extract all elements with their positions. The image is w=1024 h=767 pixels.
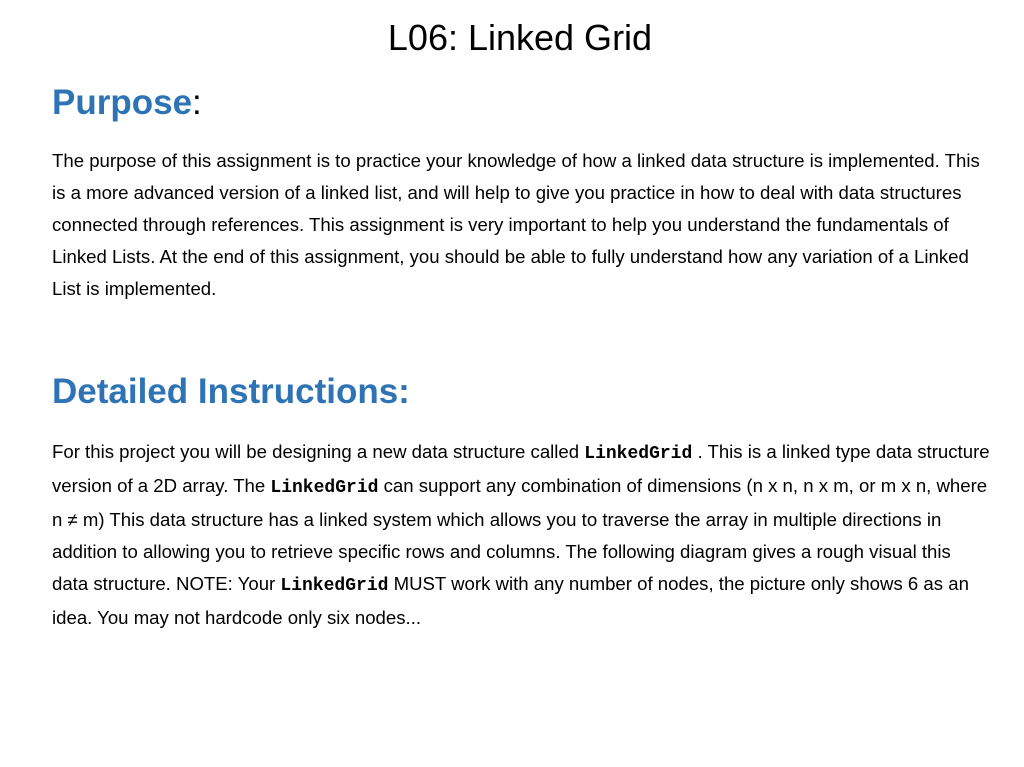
purpose-heading-text: Purpose — [52, 83, 193, 122]
code-class-name: LinkedGrid — [584, 444, 693, 464]
instructions-text-4: MUST work with any number of nodes, the picture only shows 6 as an idea. You may not hardcode only six nodes... — [52, 573, 969, 628]
instructions-text-2: . This is a linked type data structure version of a 2D array. The — [52, 441, 990, 496]
document-title: L06: Linked Grid — [387, 17, 653, 58]
purpose-heading-colon: : — [192, 83, 202, 122]
purpose-paragraph: The purpose of this assignment is to practice your knowledge of how a linked data structure is implemented. This is a more advanced version of a linked list, and will help to give you practice in how to deal with data structures connected through references. This assignment is very important to help you understand the fundamentals of Linked Lists. At the end of this assignment, you should be able to fully understand how any variation of a Linked List is implemented. — [52, 150, 980, 299]
code-class-name: LinkedGrid — [270, 478, 379, 498]
instructions-paragraph — [52, 436, 992, 634]
instructions-heading: Detailed Instructions: — [52, 372, 410, 411]
instructions-text-3: can support any combination of dimensions (n x n, n x m, or m x n, where n ≠ m) This data structure has a linked system which allows you to traverse the array in multiple directions in addition to allowing you to retrieve specific rows and columns. The following diagram gives a rough visual this data structure. NOTE: Your — [52, 475, 988, 594]
instructions-text-1: For this project you will be designing a new data structure called — [52, 441, 585, 462]
purpose-heading — [52, 82, 202, 124]
code-class-name: LinkedGrid — [280, 576, 389, 596]
